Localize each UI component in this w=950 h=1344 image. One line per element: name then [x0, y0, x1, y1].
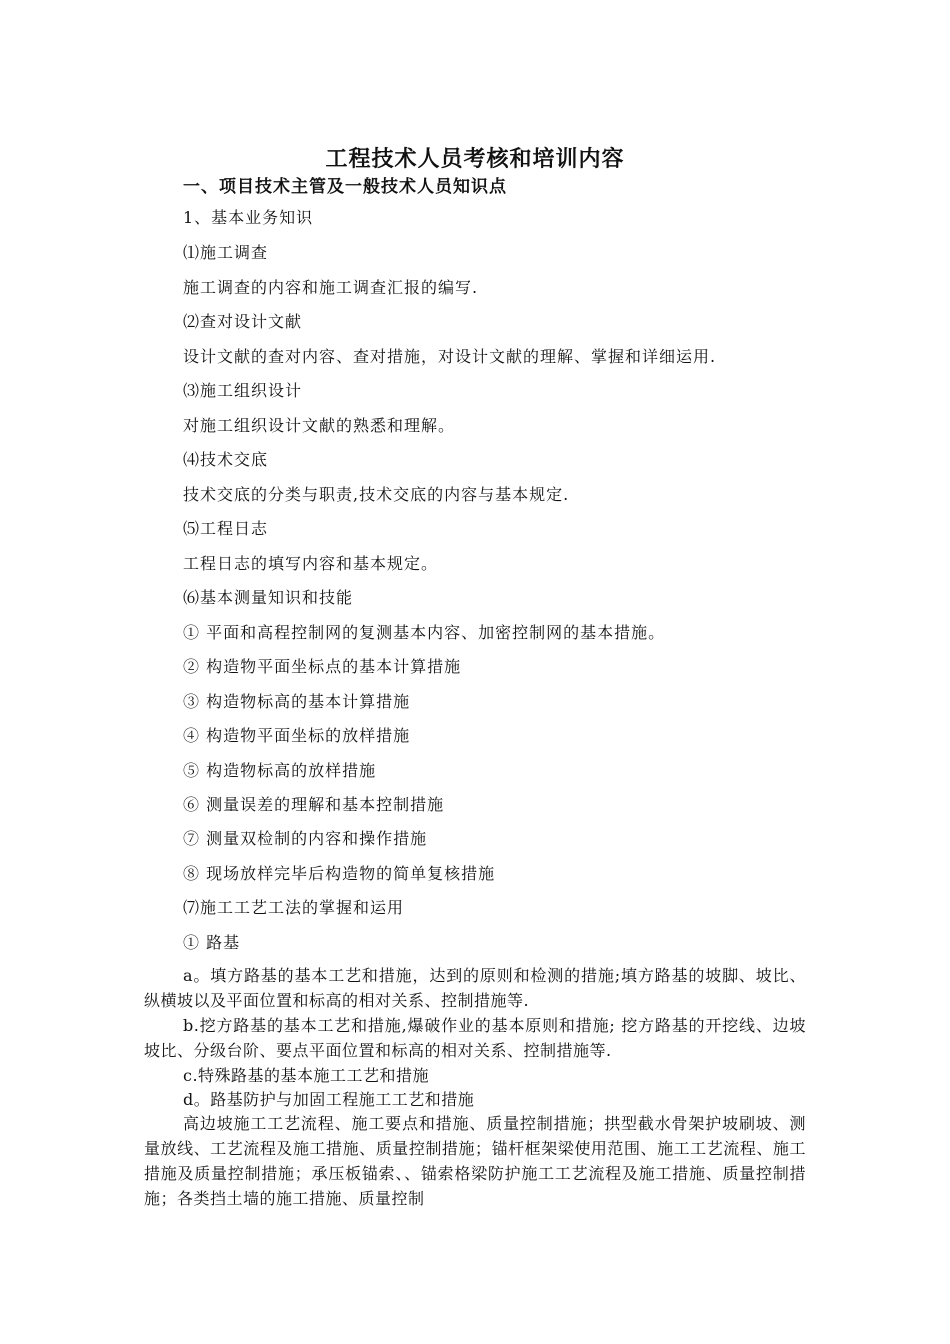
survey-item-2: ② 构造物平面坐标点的基本计算措施 — [183, 657, 462, 676]
item-6-heading: ⑹基本测量知识和技能 — [183, 588, 354, 607]
heading-basic-knowledge: 1、基本业务知识 — [183, 208, 314, 227]
paragraph-cut-roadbed: b.挖方路基的基本工艺和措施,爆破作业的基本原则和措施; 挖方路基的开挖线、边坡坡比、分级台阶、要点平面位置和标高的相对关系、控制措施等. — [144, 1016, 806, 1060]
survey-item-4: ④ 构造物平面坐标的放样措施 — [183, 726, 411, 745]
survey-item-8: ⑧ 现场放样完毕后构造物的简单复核措施 — [183, 864, 496, 883]
item-4-heading: ⑷技术交底 — [183, 450, 269, 469]
item-2-heading: ⑵查对设计文献 — [183, 312, 303, 331]
survey-item-3: ③ 构造物标高的基本计算措施 — [183, 692, 411, 711]
survey-item-5: ⑤ 构造物标高的放样措施 — [183, 761, 377, 780]
paragraph-special-roadbed: c.特殊路基的基本施工工艺和措施 — [183, 1066, 430, 1085]
paragraph-fill-roadbed: a。填方路基的基本工艺和措施，达到的原则和检测的措施;填方路基的坡脚、坡比、纵横坡以及平面位置和标高的相对关系、控制措施等. — [144, 966, 806, 1010]
item-3-heading: ⑶施工组织设计 — [183, 381, 303, 400]
roadbed-heading: ① 路基 — [183, 933, 241, 952]
paragraph-slope-works: 高边坡施工工艺流程、施工要点和措施、质量控制措施；拱型截水骨架护坡刷坡、测量放线、工艺流程及施工措施、质量控制措施；锚杆框架梁使用范围、施工工艺流程、施工措施及质量控制措施；承压板锚索、、锚索格梁防护施工工艺流程及施工措施、质量控制措施；各类挡土墙的施工措施、质量控制 — [144, 1114, 806, 1208]
item-5-text: 工程日志的填写内容和基本规定。 — [183, 554, 439, 573]
item-3-text: 对施工组织设计文献的熟悉和理解。 — [183, 416, 456, 435]
survey-item-1: ① 平面和高程控制网的复测基本内容、加密控制网的基本措施。 — [183, 623, 666, 642]
item-4-text: 技术交底的分类与职责,技术交底的内容与基本规定. — [183, 485, 570, 504]
item-1-heading: ⑴施工调查 — [183, 243, 269, 262]
item-2-text: 设计文献的查对内容、查对措施，对设计文献的理解、掌握和详细运用. — [183, 347, 717, 366]
survey-item-7: ⑦ 测量双检制的内容和操作措施 — [183, 829, 428, 848]
paragraph-roadbed-protection: d。路基防护与加固工程施工工艺和措施 — [183, 1090, 475, 1109]
document-title: 工程技术人员考核和培训内容 — [325, 146, 625, 172]
section-heading-1: 一、项目技术主管及一般技术人员知识点 — [183, 177, 507, 197]
item-1-text: 施工调查的内容和施工调查汇报的编写. — [183, 278, 479, 297]
item-7-heading: ⑺施工工艺工法的掌握和运用 — [183, 898, 405, 917]
item-5-heading: ⑸工程日志 — [183, 519, 269, 538]
survey-item-6: ⑥ 测量误差的理解和基本控制措施 — [183, 795, 445, 814]
